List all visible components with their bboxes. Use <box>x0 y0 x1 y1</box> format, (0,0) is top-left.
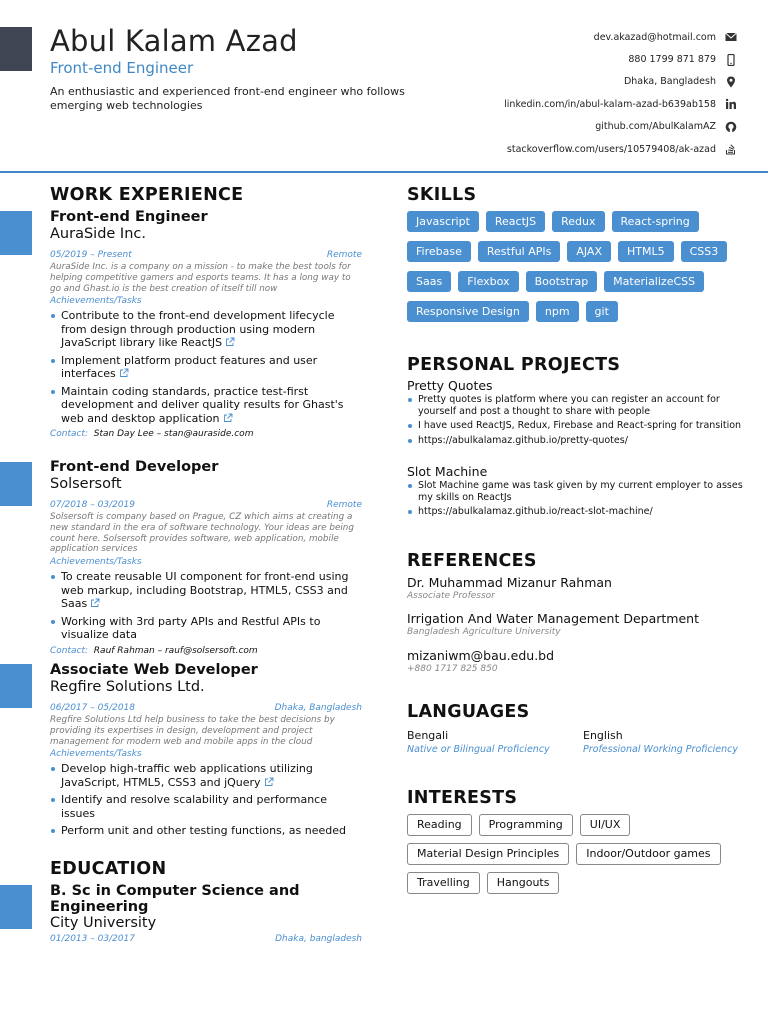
header-divider <box>0 171 768 173</box>
job-title: Front-end Engineer <box>50 209 208 225</box>
job-dates: 05/2019 – Present <box>50 250 132 260</box>
job-company: Solsersoft <box>50 476 122 492</box>
job-meta <box>50 703 362 713</box>
skill-tag: Restful APIs <box>478 241 561 262</box>
reference-contact <box>407 648 747 675</box>
contact-value: Rauf Rahman – rauf@solsersoft.com <box>93 645 258 656</box>
job-dates: 07/2018 – 03/2019 <box>50 500 135 510</box>
envelope-icon <box>724 30 738 44</box>
skills-list <box>407 211 747 331</box>
list-item <box>50 824 362 838</box>
reference-dept: Irrigation And Water Management Department <box>407 611 699 626</box>
skill-tag: ReactJS <box>486 211 545 232</box>
contact-stackoverflow-text: stackoverflow.com/users/10579408/ak-azad <box>506 143 716 155</box>
reference-university: Bangladesh Agriculture University <box>407 627 561 637</box>
interest-tag: Reading <box>407 814 472 836</box>
skill-tag: Bootstrap <box>526 271 598 292</box>
interests-heading: INTERESTS <box>407 788 518 808</box>
skill-tag: AJAX <box>567 241 611 262</box>
skill-tag: Responsive Design <box>407 301 529 322</box>
contact-linkedin-text: linkedin.com/in/abul-kalam-azad-b639ab158 <box>504 98 716 110</box>
contact-github[interactable] <box>378 116 738 138</box>
contact-phone-text: 880 1799 871 879 <box>628 54 716 66</box>
language-name: English <box>583 729 623 742</box>
reference-name: Dr. Muhammad Mizanur Rahman <box>407 575 612 590</box>
skill-tag: Javascript <box>407 211 479 232</box>
bullet-text: To create reusable UI component for front-end using web markup, including Bootstrap, HTML5, CSS3 and Saas <box>61 570 349 611</box>
language-bengali <box>407 729 577 756</box>
contact-list <box>378 26 738 160</box>
contact-label: Contact: <box>50 645 89 656</box>
list-item <box>50 615 362 642</box>
summary: An enthusiastic and experienced front-end engineer who follows emerging web technologies <box>50 85 405 112</box>
education-dates: 01/2013 – 03/2017 <box>50 934 135 944</box>
bullet-text: Working with 3rd party APIs and Restful APIs to visualize data <box>61 614 321 642</box>
job-meta <box>50 250 362 260</box>
job-contact <box>50 646 362 656</box>
achievements-label: Achievements/Tasks <box>50 296 142 307</box>
candidate-name: Abul Kalam Azad <box>50 24 298 58</box>
job-bullets <box>50 570 362 642</box>
job-description: AuraSide Inc. is a company on a mission - to make the best tools for helping competitive gamers and esports teams. It has a long way to go and Ghast.io is the best creation of itself till now <box>50 262 351 294</box>
references-heading: REFERENCES <box>407 551 537 571</box>
interest-tag: Indoor/Outdoor games <box>576 843 720 865</box>
interest-tag: Hangouts <box>487 872 560 894</box>
project-link[interactable]: https://abulkalamaz.github.io/pretty-quotes/ <box>407 435 747 447</box>
job-location: Remote <box>326 250 362 260</box>
contact-location-text: Dhaka, Bangladesh <box>623 76 716 88</box>
job-company: Regfire Solutions Ltd. <box>50 679 205 695</box>
interest-tag: Programming <box>479 814 573 836</box>
skill-tag: Redux <box>552 211 604 232</box>
github-icon <box>724 120 738 134</box>
list-item <box>50 309 362 350</box>
job-description: Solsersoft is company based on Prague, CZ which aims at creating a new standard in the era of software technology. Your ideas are being count here. Solsersoft provides software, web application, mobile application services <box>50 512 354 555</box>
bullet-text: Identify and resolve scalability and performance issues <box>61 793 327 820</box>
degree: B. Sc in Computer Science and Engineering <box>50 883 300 915</box>
contact-email-text: dev.akazad@hotmail.com <box>593 31 716 43</box>
candidate-title: Front-end Engineer <box>50 59 194 77</box>
list-item: Pretty quotes is platform where you can register an account for yourself and post a thought to share with people <box>407 394 747 417</box>
skill-tag: Flexbox <box>458 271 518 292</box>
skill-tag: git <box>586 301 618 322</box>
contact-github-text: github.com/AbulKalamAZ <box>595 121 716 133</box>
external-link-icon[interactable] <box>90 598 100 608</box>
job-meta <box>50 500 362 510</box>
linkedin-icon <box>724 97 738 111</box>
job-3-marker <box>0 664 32 708</box>
education-marker <box>0 885 32 929</box>
job-contact <box>50 429 362 439</box>
school: City University <box>50 915 157 931</box>
list-item <box>50 762 362 789</box>
project-link[interactable]: https://abulkalamaz.github.io/react-slot-machine/ <box>407 506 747 518</box>
skill-tag: Firebase <box>407 241 471 262</box>
project-bullets <box>407 394 747 446</box>
interests-list <box>407 814 747 901</box>
job-company: AuraSide Inc. <box>50 226 146 242</box>
stackoverflow-icon <box>724 142 738 156</box>
skill-tag: CSS3 <box>681 241 728 262</box>
job-description: Regfire Solutions Ltd help business to take the best decisions by providing its expertises in design, development and project management for modern web and mobile apps in the cloud <box>50 715 335 747</box>
contact-email[interactable] <box>378 26 738 48</box>
job-location: Remote <box>326 500 362 510</box>
interest-tag: Material Design Principles <box>407 843 569 865</box>
job-1 <box>50 209 362 439</box>
skill-tag: Saas <box>407 271 451 292</box>
contact-linkedin[interactable] <box>378 93 738 115</box>
language-name: Bengali <box>407 729 449 742</box>
language-level: Native or Bilingual Proficiency <box>407 744 550 755</box>
education-entry <box>50 883 362 944</box>
project-name: Pretty Quotes <box>407 378 493 393</box>
job-bullets <box>50 309 362 425</box>
contact-phone[interactable] <box>378 48 738 70</box>
phone-icon <box>724 53 738 67</box>
achievements-label: Achievements/Tasks <box>50 749 142 760</box>
job-title: Associate Web Developer <box>50 662 258 678</box>
skill-tag: HTML5 <box>618 241 674 262</box>
external-link-icon[interactable] <box>225 337 235 347</box>
education-heading: EDUCATION <box>50 859 167 879</box>
project-bullets <box>407 480 747 518</box>
project-name: Slot Machine <box>407 464 488 479</box>
name-accent-block <box>0 27 32 71</box>
reference-department <box>407 611 747 638</box>
job-1-marker <box>0 211 32 255</box>
bullet-text: Develop high-traffic web applications utilizing JavaScript, HTML5, CSS3 and jQuery <box>61 762 313 789</box>
education-location: Dhaka, bangladesh <box>275 934 362 944</box>
skill-tag: MaterializeCSS <box>604 271 704 292</box>
external-link-icon[interactable] <box>264 777 274 787</box>
bullet-text: Maintain coding standards, practice test-first development and deliver quality results for Ghast's web and desktop application <box>61 384 344 425</box>
job-title: Front-end Developer <box>50 459 219 475</box>
languages-heading: LANGUAGES <box>407 702 530 722</box>
job-bullets <box>50 762 362 838</box>
language-level: Professional Working Proficiency <box>583 744 738 755</box>
reference-role: Associate Professor <box>407 591 495 601</box>
job-location: Dhaka, Bangladesh <box>274 703 362 713</box>
project-pretty-quotes <box>407 378 747 449</box>
reference-email[interactable]: mizaniwm@bau.edu.bd <box>407 648 555 663</box>
location-pin-icon <box>724 75 738 89</box>
contact-value: Stan Day Lee – stan@auraside.com <box>93 429 254 440</box>
list-item: Slot Machine game was task given by my current employer to asses my skills on ReactJs <box>407 480 747 503</box>
contact-location <box>378 71 738 93</box>
bullet-text: Perform unit and other testing functions, as needed <box>61 824 346 838</box>
list-item <box>50 793 362 820</box>
bullet-text: Implement platform product features and user interfaces <box>61 353 318 381</box>
list-item <box>50 385 362 426</box>
education-meta <box>50 934 362 944</box>
interest-tag: UI/UX <box>580 814 631 836</box>
contact-label: Contact: <box>50 429 89 440</box>
reference-person <box>407 575 747 602</box>
bullet-text: Contribute to the front-end development lifecycle from design through production using modern JavaScript library like ReactJS <box>61 309 335 350</box>
skills-heading: SKILLS <box>407 185 477 205</box>
skill-tag: npm <box>536 301 579 322</box>
list-item <box>50 570 362 611</box>
external-link-icon[interactable] <box>119 368 129 378</box>
list-item: I have used ReactJS, Redux, Firebase and React-spring for transition <box>407 420 747 432</box>
work-experience-heading: WORK EXPERIENCE <box>50 185 244 205</box>
external-link-icon[interactable] <box>223 413 233 423</box>
project-slot-machine <box>407 464 747 521</box>
job-2 <box>50 459 362 656</box>
job-3 <box>50 662 362 842</box>
achievements-label: Achievements/Tasks <box>50 557 142 568</box>
job-2-marker <box>0 462 32 506</box>
personal-projects-heading: PERSONAL PROJECTS <box>407 355 621 375</box>
interest-tag: Travelling <box>407 872 480 894</box>
job-dates: 06/2017 – 05/2018 <box>50 703 135 713</box>
language-english <box>583 729 753 756</box>
reference-phone: +880 1717 825 850 <box>407 664 498 674</box>
skill-tag: React-spring <box>612 211 699 232</box>
contact-stackoverflow[interactable] <box>378 138 738 160</box>
list-item <box>50 354 362 381</box>
